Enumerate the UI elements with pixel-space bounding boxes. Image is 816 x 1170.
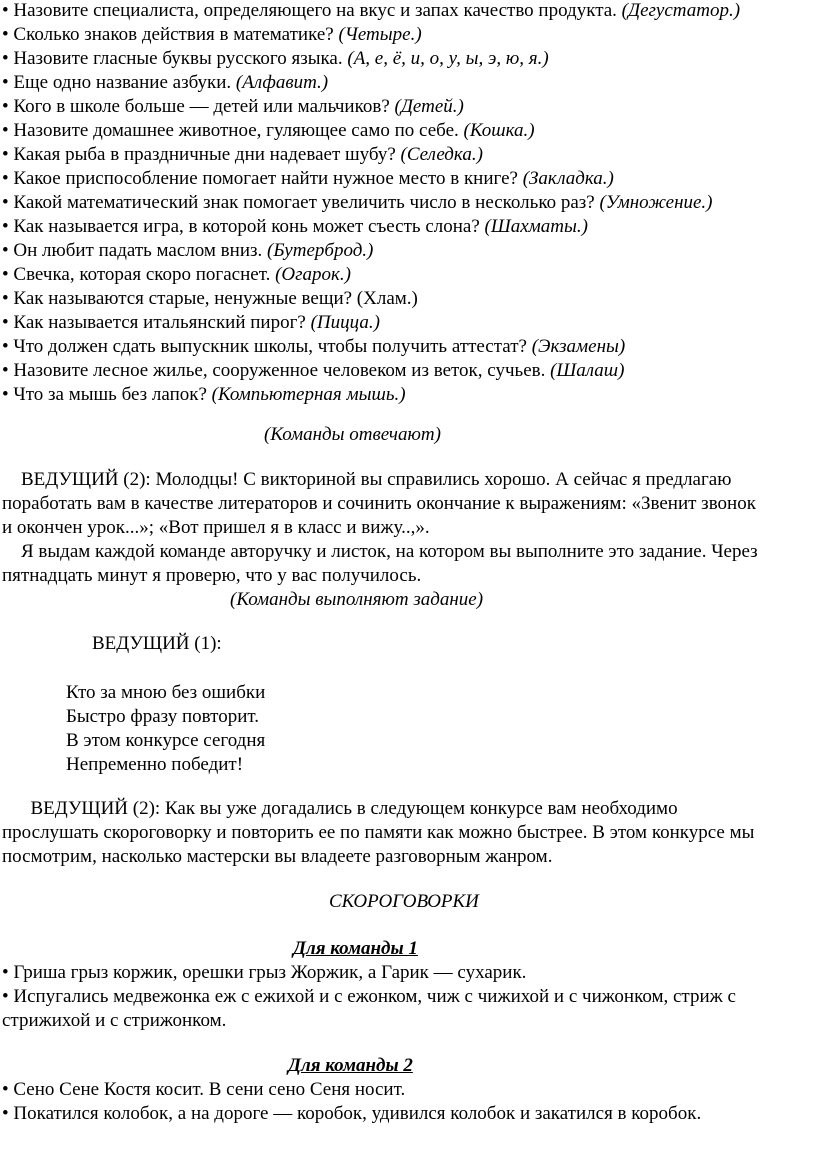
quiz-item	[2, 335, 625, 359]
quiz-item	[2, 143, 483, 167]
stage-note: (Команды отвечают)	[264, 424, 441, 445]
tongue-twister: • Гриша грыз коржик, орешки грыз Жоржик, а Гарик — сухарик.	[2, 962, 527, 983]
quiz-answer: (Закладка.)	[522, 168, 614, 189]
quiz-answer: (Пицца.)	[310, 312, 380, 333]
host1-label: ВЕДУЩИЙ (1):	[92, 633, 222, 654]
poem-line: Непременно победит!	[66, 754, 244, 775]
quiz-answer: (Шалаш)	[550, 360, 625, 381]
quiz-item	[2, 311, 380, 335]
quiz-question: • Какое приспособление помогает найти нужное место в книге?	[2, 168, 518, 189]
quiz-question: • Назовите лесное жилье, сооруженное человеком из веток, сучьев.	[2, 360, 546, 381]
quiz-question: • Что за мышь без лапок?	[2, 384, 207, 405]
quiz-item	[2, 359, 624, 383]
quiz-item	[2, 0, 740, 23]
tongue-twister: • Покатился колобок, а на дороге — коробок, удивился колобок и закатился в коробок.	[2, 1103, 702, 1124]
quiz-question: • Какой математический знак помогает увеличить число в несколько раз?	[2, 192, 595, 213]
poem-line: В этом конкурсе сегодня	[66, 730, 266, 751]
quiz-item	[2, 47, 549, 71]
quiz-question: • Назовите специалиста, определяющего на вкус и запах качество продукта.	[2, 0, 617, 21]
quiz-answer: (Детей.)	[394, 96, 464, 117]
quiz-item	[2, 383, 406, 407]
quiz-question: • Какая рыба в праздничные дни надевает шубу?	[2, 144, 396, 165]
host2-paragraph-line: прослушать скороговорку и повторить ее по памяти как можно быстрее. В этом конкурсе мы	[2, 822, 755, 843]
quiz-item	[2, 287, 418, 311]
host2-paragraph-line: посмотрим, насколько мастерски вы владеете разговорным жанром.	[2, 846, 553, 867]
tongue-twister: • Испугались медвежонка еж с ежихой и с ежонком, чиж с чижихой и с чижонком, стриж с	[2, 986, 736, 1007]
host2-paragraph-line: ВЕДУЩИЙ (2): Молодцы! С викториной вы справились хорошо. А сейчас я предлагаю	[2, 469, 732, 490]
quiz-answer: (Четыре.)	[338, 24, 422, 45]
quiz-answer: (Алфавит.)	[235, 72, 329, 93]
quiz-item	[2, 95, 464, 119]
tongue-twister: • Сено Сене Костя косит. В сени сено Сеня носит.	[2, 1079, 406, 1100]
host2-paragraph-line: поработать вам в качестве литераторов и сочинить окончание к выражениям: «Звенит звонок	[2, 493, 756, 514]
quiz-item	[2, 71, 328, 95]
quiz-question: • Назовите домашнее животное, гуляющее само по себе.	[2, 120, 459, 141]
quiz-item	[2, 263, 351, 287]
poem-line: Кто за мною без ошибки	[66, 682, 266, 703]
quiz-question: • Как называются старые, ненужные вещи? (Хлам.)	[2, 288, 418, 309]
host2-paragraph-line: ВЕДУЩИЙ (2): Как вы уже догадались в следующем конкурсе вам необходимо	[2, 798, 678, 819]
quiz-item	[2, 191, 713, 215]
quiz-answer: (Огарок.)	[275, 264, 352, 285]
section-title: СКОРОГОВОРКИ	[329, 891, 479, 912]
quiz-item	[2, 215, 588, 239]
host2-paragraph-line: Я выдам каждой команде авторучку и листок, на котором вы выполните это задание. Через	[2, 541, 758, 562]
quiz-answer: (Дегустатор.)	[621, 0, 741, 21]
stage-note: (Команды выполняют задание)	[230, 589, 484, 610]
quiz-answer: (Умножение.)	[599, 192, 713, 213]
quiz-question: • Кого в школе больше — детей или мальчиков?	[2, 96, 390, 117]
quiz-question: • Как называется игра, в которой конь может съесть слона?	[2, 216, 480, 237]
quiz-answer: (Селедка.)	[400, 144, 483, 165]
quiz-answer: (Кошка.)	[463, 120, 535, 141]
quiz-answer: (А, е, ё, и, о, у, ы, э, ю, я.)	[347, 48, 549, 69]
quiz-item	[2, 23, 422, 47]
quiz-item	[2, 239, 373, 263]
quiz-answer: (Шахматы.)	[484, 216, 588, 237]
poem-line: Быстро фразу повторит.	[66, 706, 260, 727]
quiz-question: • Что должен сдать выпускник школы, чтобы получить аттестат?	[2, 336, 527, 357]
quiz-answer: (Компьютерная мышь.)	[211, 384, 406, 405]
quiz-question: • Как называется итальянский пирог?	[2, 312, 306, 333]
quiz-question: • Он любит падать маслом вниз.	[2, 240, 263, 261]
quiz-question: • Назовите гласные буквы русского языка.	[2, 48, 343, 69]
quiz-answer: (Бутерброд.)	[267, 240, 374, 261]
host2-paragraph-line: и окончен урок...»; «Вот пришел я в класс и вижу..,».	[2, 517, 430, 538]
host2-paragraph-line: пятнадцать минут я проверю, что у вас получилось.	[2, 565, 422, 586]
team2-heading: Для команды 2	[288, 1055, 413, 1076]
quiz-answer: (Экзамены)	[531, 336, 626, 357]
quiz-item	[2, 167, 614, 191]
tongue-twister: стрижихой и с стрижонком.	[2, 1010, 227, 1031]
team1-heading: Для команды 1	[293, 938, 418, 959]
quiz-item	[2, 119, 535, 143]
quiz-question: • Еще одно название азбуки.	[2, 72, 232, 93]
quiz-question: • Свечка, которая скоро погаснет.	[2, 264, 271, 285]
quiz-question: • Сколько знаков действия в математике?	[2, 24, 334, 45]
